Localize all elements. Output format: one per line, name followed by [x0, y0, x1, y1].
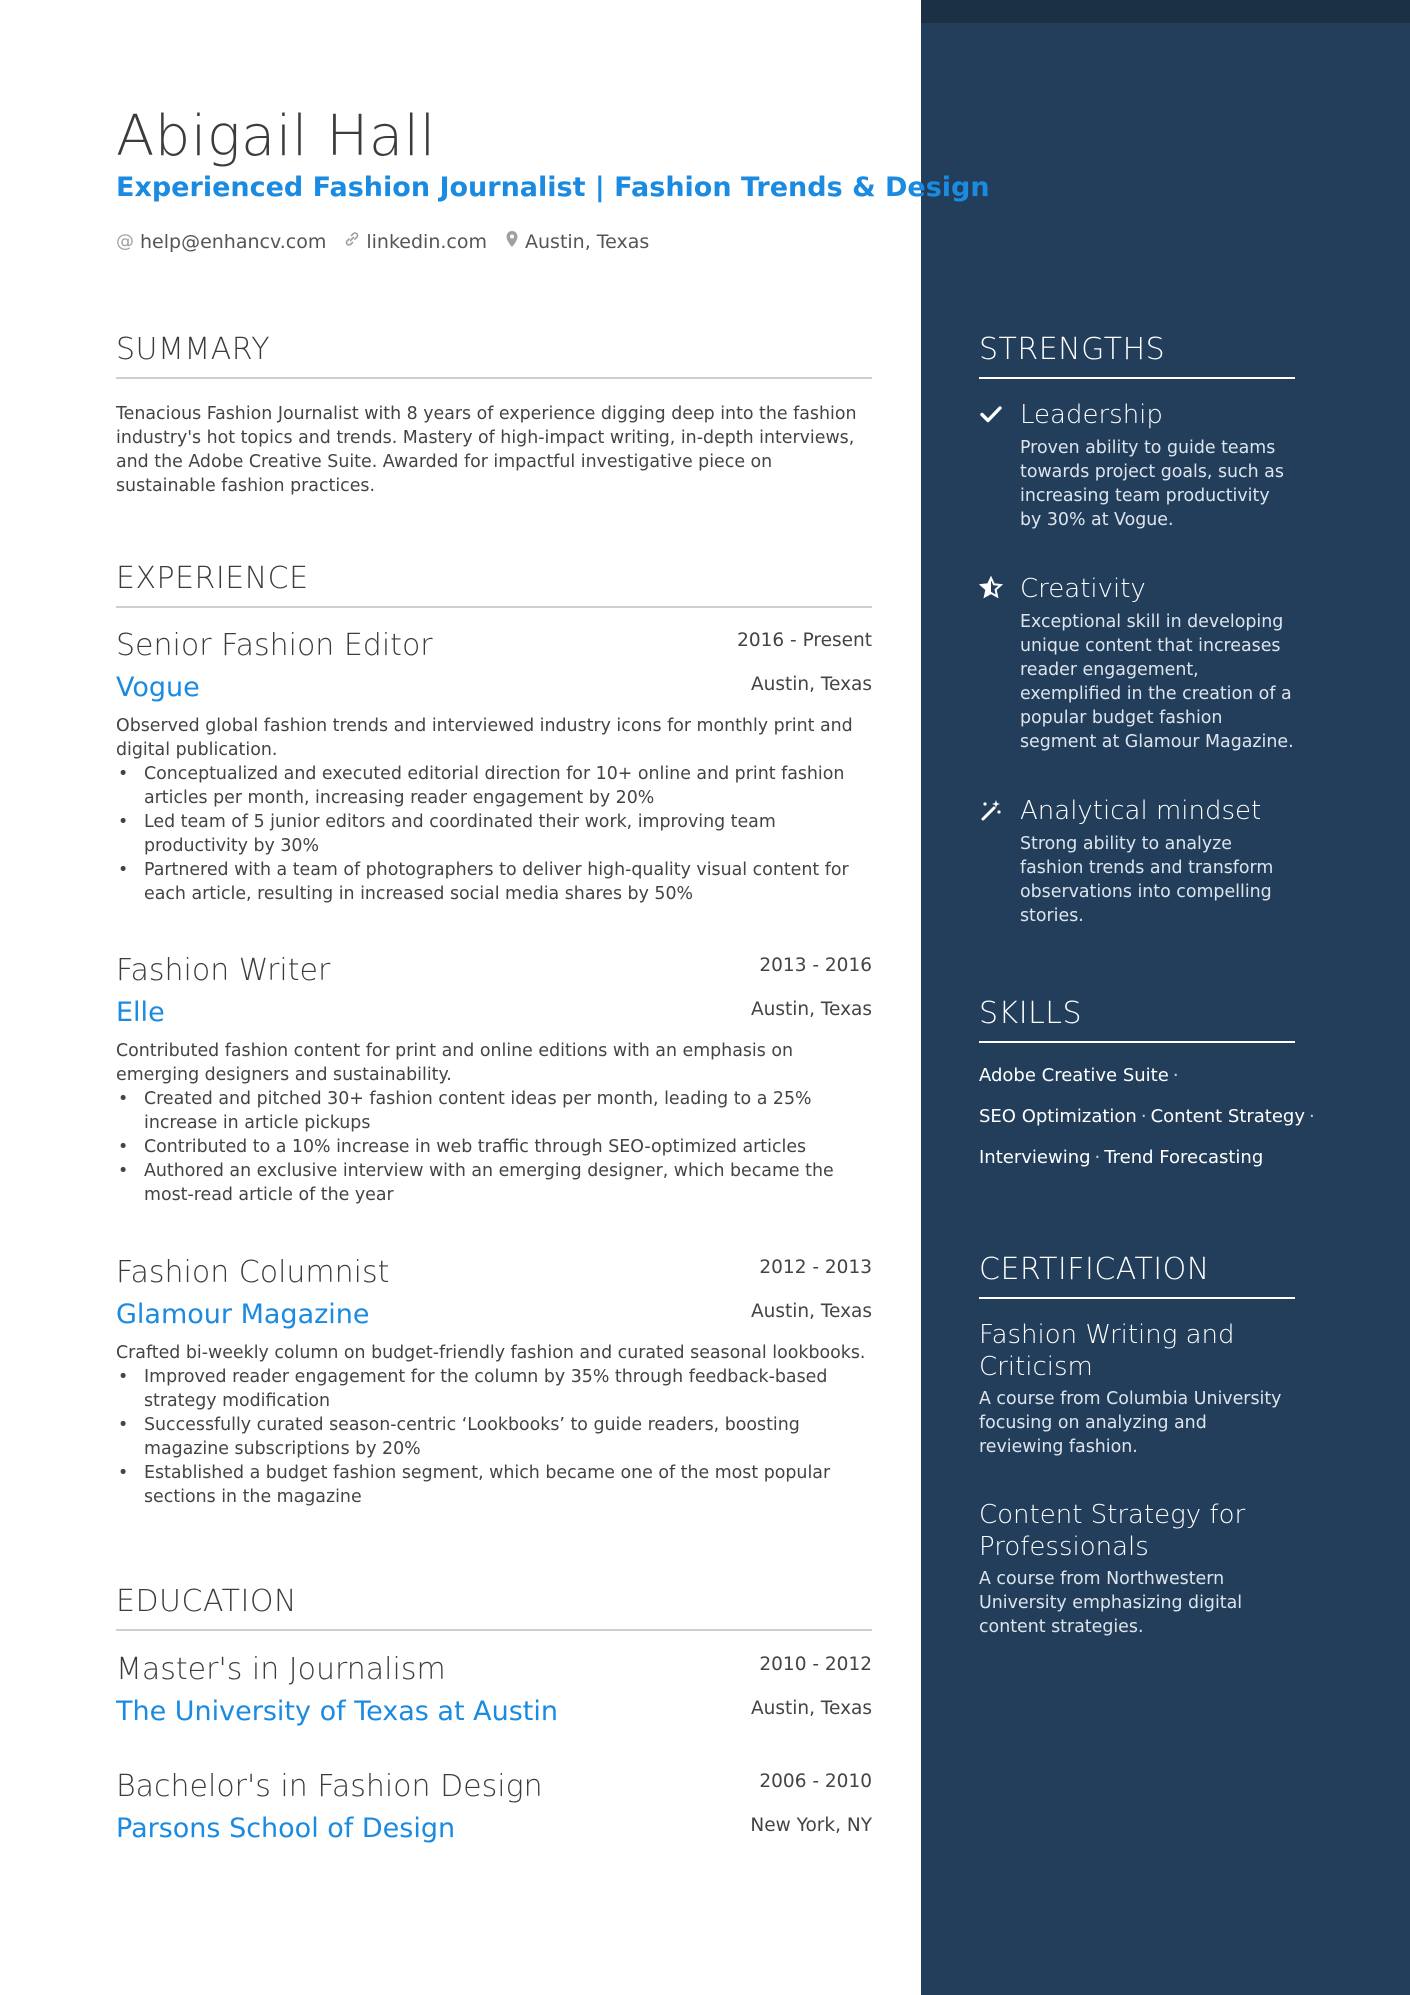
job-title: Fashion Writer [116, 953, 331, 988]
achievement-list [116, 1087, 872, 1207]
sidebar-top-bar [921, 0, 1410, 23]
strength-title: Leadership [1020, 400, 1163, 430]
contact-row [116, 230, 649, 253]
degree-title: Bachelor's in Fashion Design [116, 1769, 543, 1804]
summary-heading: SUMMARY [116, 332, 872, 379]
achievement-item: • Successfully curated season-centric ‘Lookbooks’ to guide readers, boosting magazine subscriptions by 20% [116, 1413, 872, 1461]
strength-item [979, 572, 1295, 754]
star-icon [979, 576, 1005, 602]
experience-entry [116, 626, 872, 906]
at-icon: @ [116, 231, 134, 252]
job-title: Fashion Columnist [116, 1255, 390, 1290]
job-location: Austin, Texas [750, 674, 872, 695]
linkedin-text: linkedin.com [366, 230, 487, 253]
certification-title: Fashion Writing and Criticism [979, 1320, 1235, 1382]
contact-location [505, 230, 649, 253]
experience-heading: EXPERIENCE [116, 561, 872, 608]
job-description: Observed global fashion trends and interviewed industry icons for monthly print and digital publication. [116, 716, 853, 760]
skills-list [979, 1060, 1315, 1183]
certification-description: A course from Northwestern University emphasizing digital content strategies. [979, 1569, 1243, 1637]
school-name: Parsons School of Design [116, 1813, 456, 1844]
magic-wand-icon [979, 798, 1005, 824]
certification-title: Content Strategy for Professionals [979, 1500, 1246, 1562]
education-location: New York, NY [750, 1815, 872, 1836]
job-dates: 2013 - 2016 [759, 955, 872, 976]
strength-description: Strong ability to analyze fashion trends and transform observations into compelling stories. [1020, 834, 1274, 926]
job-dates: 2016 - Present [737, 630, 872, 651]
achievement-item: • Authored an exclusive interview with an emerging designer, which became the most-read article of the year [116, 1159, 872, 1207]
skills-row: Interviewing · Trend Forecasting [979, 1147, 1264, 1168]
achievement-item: • Created and pitched 30+ fashion content ideas per month, leading to a 25% increase in article pickups [116, 1087, 872, 1135]
skills-row: Adobe Creative Suite · [979, 1065, 1179, 1086]
skill-tag: Content Strategy [1150, 1106, 1306, 1127]
skill-tag: Trend Forecasting [1104, 1147, 1264, 1168]
degree-title: Master's in Journalism [116, 1652, 446, 1687]
certification-description: A course from Columbia University focusing on analyzing and reviewing fashion. [979, 1389, 1282, 1457]
job-location: Austin, Texas [750, 1301, 872, 1322]
education-location: Austin, Texas [750, 1698, 872, 1719]
certification-item [979, 1319, 1295, 1459]
summary-text: Tenacious Fashion Journalist with 8 years of experience digging deep into the fashion industry's hot topics and trends. Mastery of high-impact writing, in-depth interviews, and the Adobe Creative Suite. Awarded for impactful investigative piece on sustainable fashion practices. [116, 404, 857, 496]
company-name: Vogue [116, 672, 200, 703]
company-name: Elle [116, 997, 165, 1028]
skill-tag: Interviewing [979, 1147, 1091, 1168]
certification-item [979, 1499, 1295, 1639]
strength-item [979, 794, 1295, 928]
certification-heading: CERTIFICATION [979, 1252, 1295, 1299]
education-dates: 2006 - 2010 [759, 1771, 872, 1792]
strength-title: Creativity [1020, 574, 1146, 604]
skills-heading: SKILLS [979, 996, 1295, 1043]
experience-entry [116, 1253, 872, 1509]
achievement-item: • Improved reader engagement for the column by 35% through feedback-based strategy modification [116, 1365, 872, 1413]
strengths-heading: STRENGTHS [979, 332, 1295, 379]
achievement-item: • Led team of 5 junior editors and coordinated their work, improving team productivity by 30% [116, 810, 872, 858]
location-text: Austin, Texas [525, 230, 650, 253]
achievement-list [116, 762, 872, 906]
candidate-name: Abigail Hall [116, 104, 436, 169]
strength-title: Analytical mindset [1020, 796, 1262, 826]
strength-description: Proven ability to guide teams towards project goals, such as increasing team productivity by 30% at Vogue. [1020, 438, 1284, 530]
candidate-headline: Experienced Fashion Journalist | Fashion Trends & Design [116, 172, 990, 203]
contact-linkedin[interactable] [344, 230, 487, 253]
education-entry [116, 1650, 872, 1730]
job-description: Crafted bi-weekly column on budget-friendly fashion and curated seasonal lookbooks. [116, 1343, 866, 1363]
email-text: help@enhancv.com [140, 230, 327, 253]
job-title: Senior Fashion Editor [116, 628, 433, 663]
company-name: Glamour Magazine [116, 1299, 370, 1330]
achievement-item: • Established a budget fashion segment, which became one of the most popular sections in the magazine [116, 1461, 872, 1509]
achievement-list [116, 1365, 872, 1509]
achievement-item: • Contributed to a 10% increase in web traffic through SEO-optimized articles [116, 1135, 872, 1159]
check-icon [979, 402, 1005, 428]
link-icon [344, 231, 360, 252]
skill-tag: SEO Optimization [979, 1106, 1137, 1127]
education-dates: 2010 - 2012 [759, 1654, 872, 1675]
location-pin-icon [505, 230, 519, 253]
strength-item [979, 398, 1295, 532]
education-entry [116, 1767, 872, 1847]
achievement-item: • Conceptualized and executed editorial direction for 10+ online and print fashion articles per month, increasing reader engagement by 20% [116, 762, 872, 810]
skill-tag: Adobe Creative Suite [979, 1065, 1169, 1086]
school-name: The University of Texas at Austin [116, 1696, 558, 1727]
skills-row: SEO Optimization · Content Strategy · [979, 1106, 1315, 1127]
job-description: Contributed fashion content for print and online editions with an emphasis on emerging designers and sustainability. [116, 1041, 793, 1085]
contact-email[interactable] [116, 230, 326, 253]
job-location: Austin, Texas [750, 999, 872, 1020]
achievement-item: • Partnered with a team of photographers to deliver high-quality visual content for each article, resulting in increased social media shares by 50% [116, 858, 872, 906]
strength-description: Exceptional skill in developing unique content that increases reader engagement, exemplified in the creation of a popular budget fashion segment at Glamour Magazine. [1020, 612, 1294, 752]
experience-entry [116, 951, 872, 1207]
education-heading: EDUCATION [116, 1584, 872, 1631]
job-dates: 2012 - 2013 [759, 1257, 872, 1278]
